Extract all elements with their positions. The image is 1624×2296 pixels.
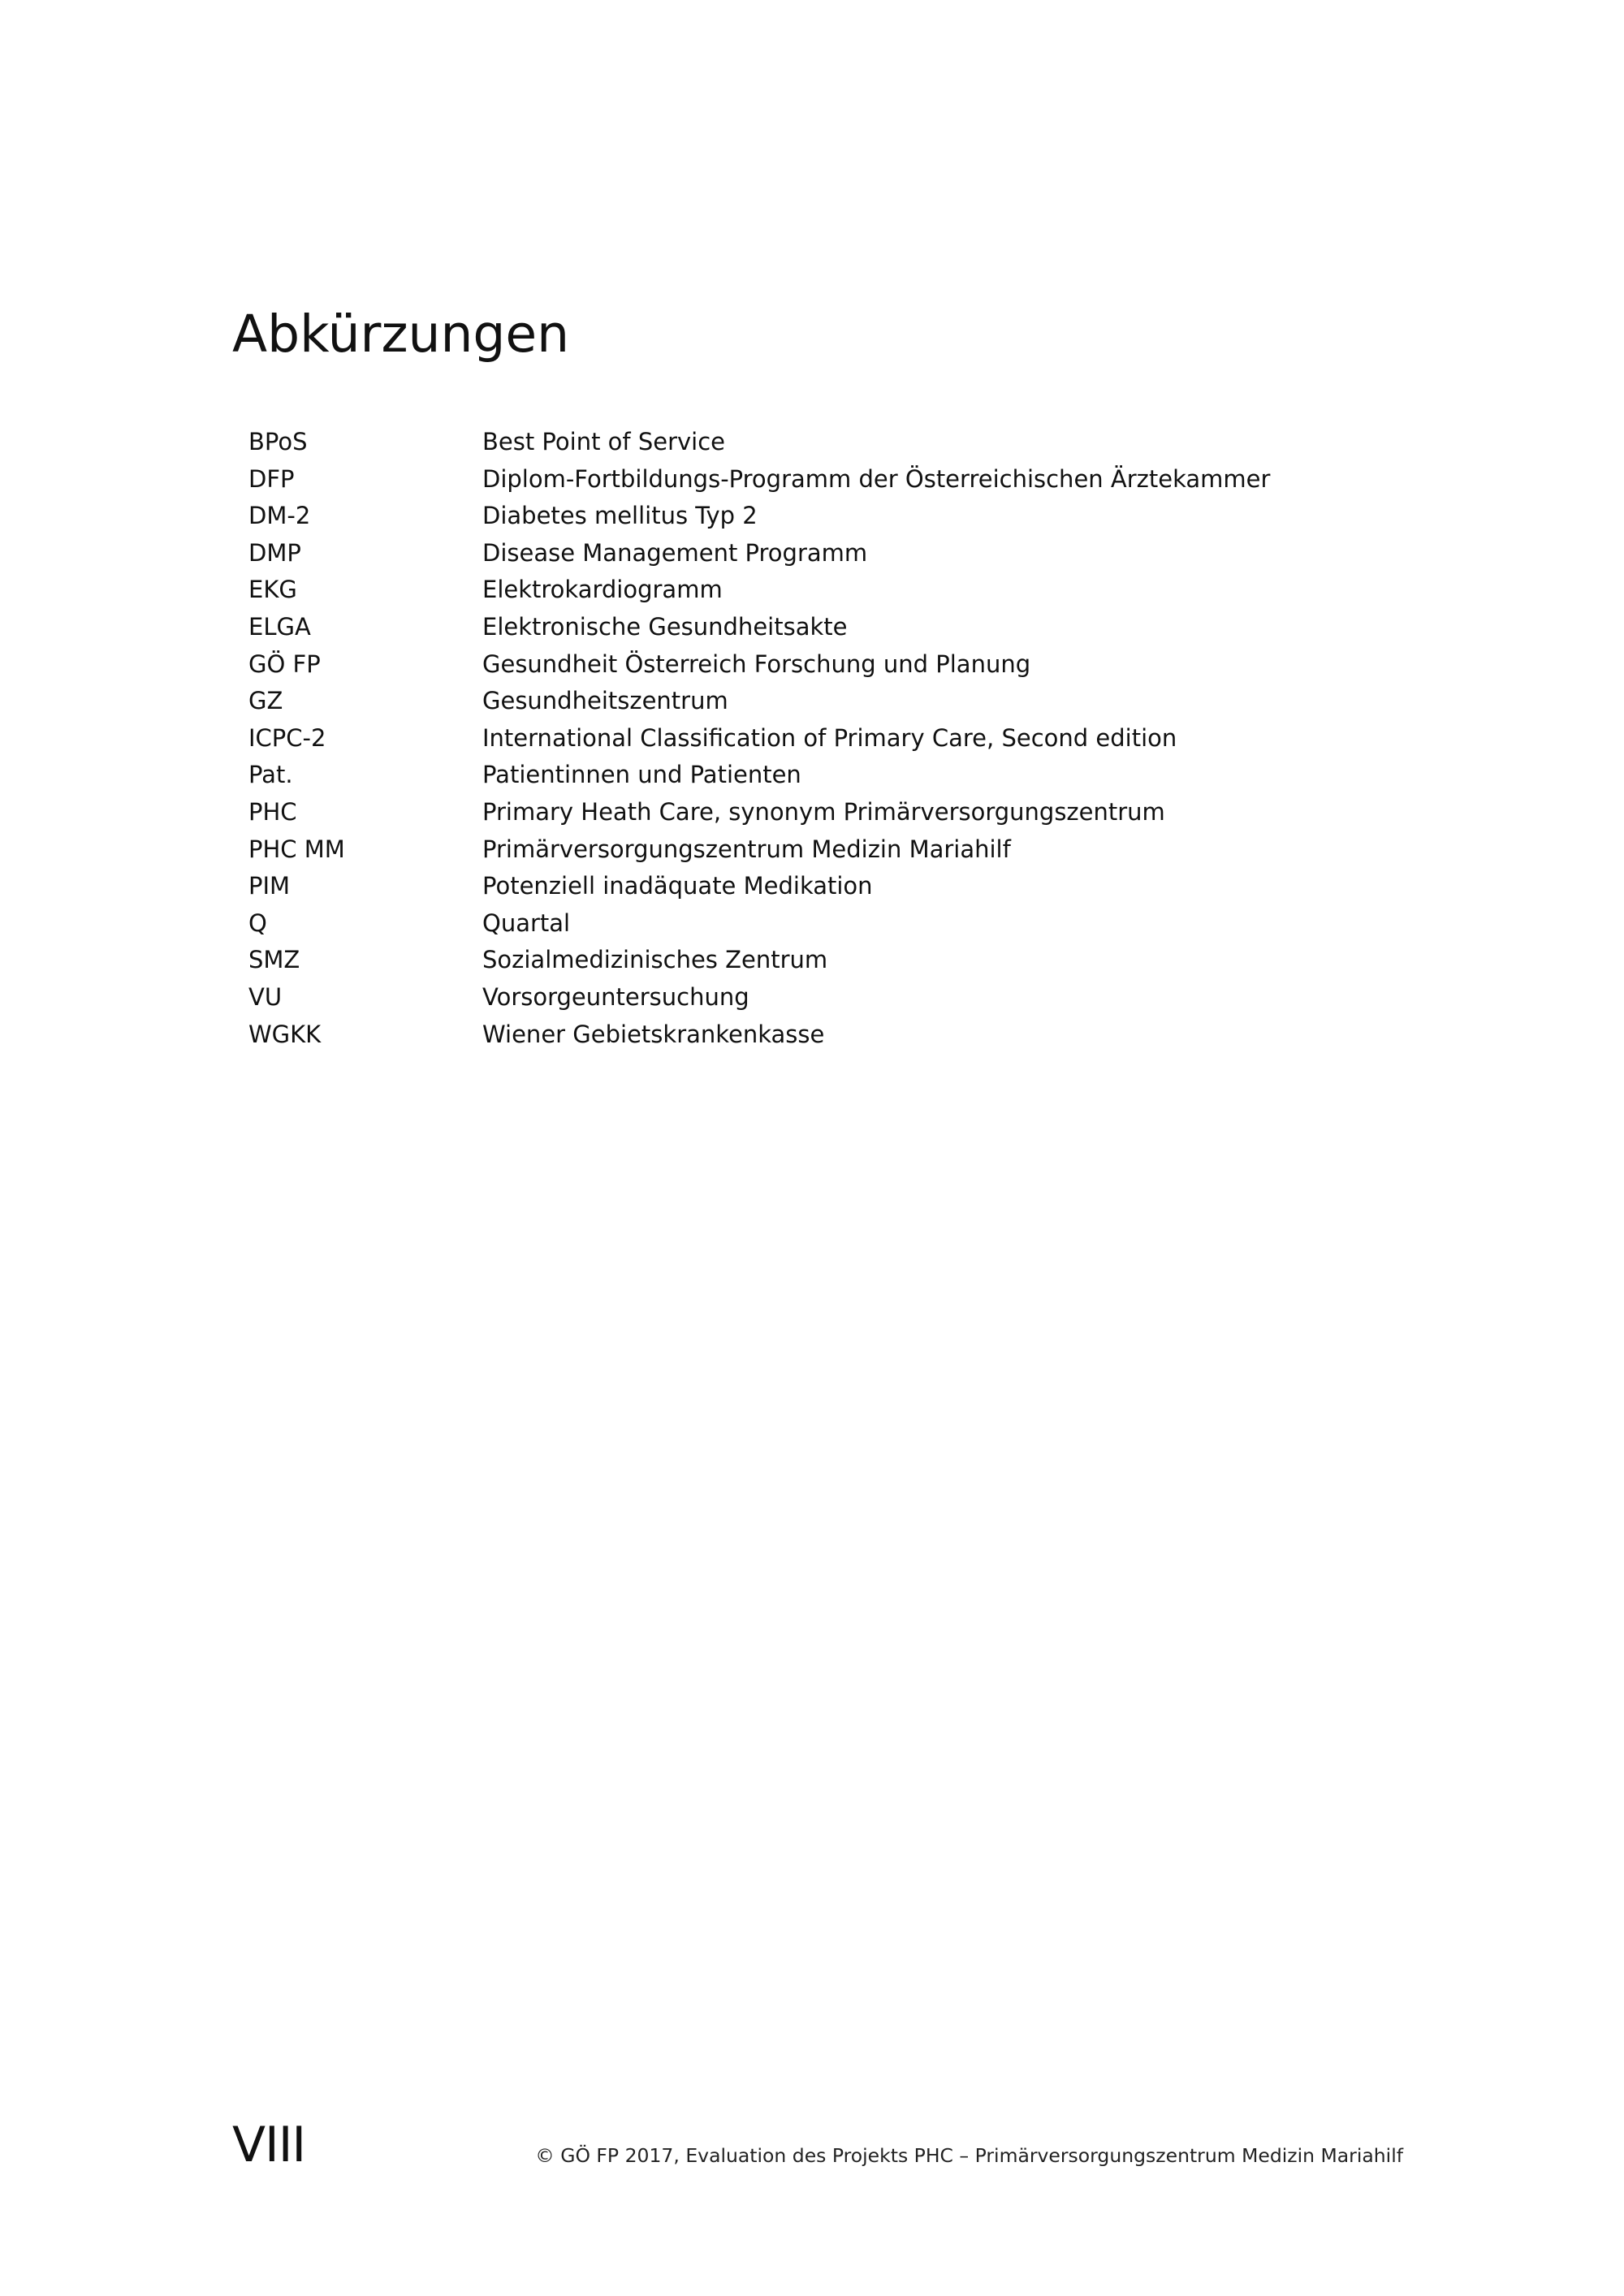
abbreviation-row — [248, 1016, 1270, 1054]
abbreviation-meaning: Sozialmedizinisches Zentrum — [482, 946, 828, 974]
footer-text: © GÖ FP 2017, Evaluation des Projekts PHC – Primärversorgungszentrum Medizin Mariahilf — [535, 2144, 1403, 2167]
abbreviation-row — [248, 683, 1270, 720]
abbreviation-term: EKG — [248, 576, 297, 604]
abbreviation-row — [248, 572, 1270, 609]
abbreviation-term: Q — [248, 908, 267, 937]
page-title: Abkürzungen — [232, 304, 570, 364]
abbreviation-term: ELGA — [248, 612, 311, 641]
abbreviation-table-body — [248, 424, 1270, 1053]
abbreviation-meaning: Gesundheitszentrum — [482, 687, 728, 715]
abbreviation-term: WGKK — [248, 1020, 322, 1048]
abbreviation-row — [248, 979, 1270, 1016]
footer-page-number: VIII — [232, 2117, 306, 2173]
abbreviation-table — [248, 424, 1270, 1053]
abbreviation-row — [248, 535, 1270, 572]
abbreviation-term: PIM — [248, 872, 291, 900]
abbreviation-meaning: Disease Management Programm — [482, 538, 868, 567]
abbreviation-row — [248, 794, 1270, 831]
abbreviation-meaning: Primary Heath Care, synonym Primärversorgungszentrum — [482, 797, 1165, 826]
abbreviation-term: PHC MM — [248, 835, 345, 863]
abbreviation-term: DFP — [248, 464, 295, 493]
abbreviation-term: Pat. — [248, 761, 293, 789]
abbreviation-meaning: Primärversorgungszentrum Medizin Mariahilf — [482, 835, 1011, 863]
abbreviation-meaning: Patientinnen und Patienten — [482, 761, 801, 789]
abbreviation-meaning: Wiener Gebietskrankenkasse — [482, 1020, 825, 1048]
abbreviation-meaning: Quartal — [482, 908, 571, 937]
abbreviation-meaning: Best Point of Service — [482, 428, 726, 455]
abbreviation-meaning: Diabetes mellitus Typ 2 — [482, 502, 758, 530]
abbreviation-meaning: Vorsorgeuntersuchung — [482, 982, 749, 1011]
abbreviation-term: PHC — [248, 797, 297, 826]
abbreviation-row — [248, 868, 1270, 905]
abbreviation-row — [248, 609, 1270, 646]
abbreviation-meaning: Elektronische Gesundheitsakte — [482, 612, 848, 641]
abbreviation-row — [248, 498, 1270, 535]
abbreviation-term: VU — [248, 982, 283, 1011]
abbreviation-meaning: Elektrokardiogramm — [482, 576, 723, 604]
abbreviation-row — [248, 424, 1270, 461]
abbreviation-meaning: Potenziell inadäquate Medikation — [482, 872, 873, 900]
abbreviation-row — [248, 461, 1270, 498]
abbreviation-meaning: Gesundheit Österreich Forschung und Planung — [482, 650, 1031, 678]
abbreviation-row — [248, 646, 1270, 684]
abbreviation-meaning: International Classification of Primary Care, Second edition — [482, 723, 1177, 752]
abbreviation-term: DM-2 — [248, 502, 311, 530]
abbreviation-term: DMP — [248, 538, 301, 567]
abbreviation-term: GZ — [248, 687, 283, 715]
abbreviation-row — [248, 942, 1270, 979]
abbreviation-term: GÖ FP — [248, 650, 321, 678]
abbreviation-row — [248, 757, 1270, 794]
abbreviation-term: BPoS — [248, 428, 308, 455]
abbreviation-row — [248, 905, 1270, 943]
abbreviation-row — [248, 831, 1270, 869]
abbreviation-term: ICPC-2 — [248, 723, 326, 752]
abbreviation-meaning: Diplom-Fortbildungs-Programm der Österreichischen Ärztekammer — [482, 464, 1271, 493]
abbreviation-term: SMZ — [248, 946, 300, 974]
abbreviation-row — [248, 720, 1270, 757]
